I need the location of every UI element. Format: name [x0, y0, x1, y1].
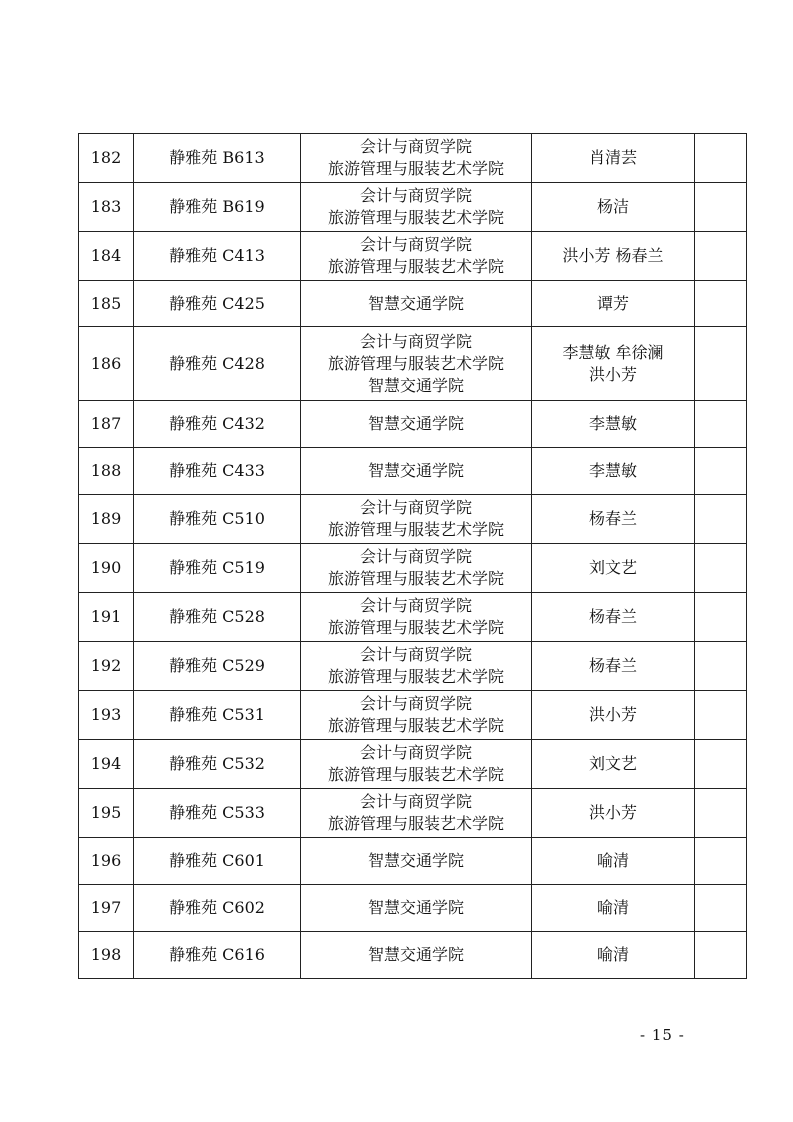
college-name: 会计与商贸学院 [359, 743, 472, 762]
college-cell [301, 932, 532, 979]
remark-cell [695, 642, 747, 691]
person-cell [532, 885, 695, 932]
row-number-cell: 195 [79, 789, 134, 838]
person-cell [532, 448, 695, 495]
college-name: 旅游管理与服装艺术学院 [327, 667, 504, 686]
row-number-cell: 183 [79, 183, 134, 232]
college-name: 智慧交通学院 [367, 293, 464, 313]
table-row [79, 838, 747, 885]
table-row [79, 327, 747, 401]
page-number: - 15 - [640, 1026, 685, 1044]
room-cell: 静雅苑 C519 [134, 544, 301, 593]
person-name: 杨春兰 [588, 656, 637, 675]
room-cell: 静雅苑 C529 [134, 642, 301, 691]
person-name: 喻清 [596, 851, 629, 870]
table-row [79, 401, 747, 448]
college-name: 会计与商贸学院 [359, 547, 472, 566]
college-cell [301, 544, 532, 593]
person-name: 李慧敏 [588, 414, 637, 433]
remark-cell [695, 281, 747, 327]
remark-cell [695, 740, 747, 789]
table-row [79, 495, 747, 544]
row-number-cell: 191 [79, 593, 134, 642]
table-row [79, 691, 747, 740]
college-name: 旅游管理与服装艺术学院 [327, 618, 504, 637]
person-name: 喻清 [596, 898, 629, 917]
room-cell: 静雅苑 C616 [134, 932, 301, 979]
college-name: 智慧交通学院 [367, 461, 464, 480]
table-body [79, 134, 747, 979]
row-number-cell: 185 [79, 281, 134, 327]
remark-cell [695, 789, 747, 838]
college-name: 旅游管理与服装艺术学院 [327, 520, 504, 539]
college-name: 旅游管理与服装艺术学院 [327, 814, 504, 833]
room-cell: 静雅苑 C532 [134, 740, 301, 789]
remark-cell [695, 327, 747, 401]
table-row [79, 448, 747, 495]
person-cell [532, 401, 695, 448]
college-name: 会计与商贸学院 [359, 645, 472, 664]
room-cell: 静雅苑 C425 [134, 281, 301, 327]
college-cell [301, 495, 532, 544]
person-cell [532, 740, 695, 789]
person-name: 李慧敏 [588, 461, 637, 480]
row-number-cell: 198 [79, 932, 134, 979]
college-name: 智慧交通学院 [367, 945, 464, 964]
row-number-cell: 184 [79, 232, 134, 281]
college-cell [301, 642, 532, 691]
college-name: 会计与商贸学院 [359, 186, 472, 205]
college-cell [301, 789, 532, 838]
row-number-cell: 197 [79, 885, 134, 932]
table-row [79, 740, 747, 789]
table-row [79, 593, 747, 642]
college-name: 会计与商贸学院 [359, 498, 472, 517]
college-name: 智慧交通学院 [367, 375, 464, 395]
row-number-cell: 196 [79, 838, 134, 885]
table-row [79, 789, 747, 838]
table-row [79, 885, 747, 932]
college-name: 旅游管理与服装艺术学院 [327, 257, 504, 276]
person-cell [532, 789, 695, 838]
college-cell [301, 838, 532, 885]
row-number-cell: 182 [79, 134, 134, 183]
row-number-cell: 187 [79, 401, 134, 448]
college-name: 旅游管理与服装艺术学院 [327, 569, 504, 588]
college-cell [301, 593, 532, 642]
person-cell [532, 642, 695, 691]
row-number-cell: 189 [79, 495, 134, 544]
person-name: 谭芳 [596, 293, 629, 313]
college-name: 会计与商贸学院 [359, 694, 472, 713]
college-name: 旅游管理与服装艺术学院 [327, 208, 504, 227]
row-number-cell: 186 [79, 327, 134, 401]
room-cell: 静雅苑 B613 [134, 134, 301, 183]
college-cell [301, 327, 532, 401]
person-name: 洪小芳 [588, 705, 637, 724]
remark-cell [695, 885, 747, 932]
room-cell: 静雅苑 C413 [134, 232, 301, 281]
college-name: 智慧交通学院 [367, 851, 464, 870]
remark-cell [695, 134, 747, 183]
person-cell [532, 281, 695, 327]
person-cell [532, 327, 695, 401]
college-name: 会计与商贸学院 [359, 331, 472, 351]
person-cell [532, 232, 695, 281]
remark-cell [695, 932, 747, 979]
row-number-cell: 192 [79, 642, 134, 691]
person-name: 杨春兰 [588, 607, 637, 626]
room-cell: 静雅苑 C533 [134, 789, 301, 838]
college-name: 智慧交通学院 [367, 898, 464, 917]
college-cell [301, 401, 532, 448]
college-name: 智慧交通学院 [367, 414, 464, 433]
room-cell: 静雅苑 C528 [134, 593, 301, 642]
person-cell [532, 134, 695, 183]
room-cell: 静雅苑 C531 [134, 691, 301, 740]
row-number-cell: 193 [79, 691, 134, 740]
person-name: 刘文艺 [588, 558, 637, 577]
remark-cell [695, 183, 747, 232]
person-name: 洪小芳 杨春兰 [562, 246, 664, 265]
table-row [79, 281, 747, 327]
dormitory-table [78, 133, 747, 979]
remark-cell [695, 838, 747, 885]
college-cell [301, 183, 532, 232]
person-cell [532, 183, 695, 232]
college-cell [301, 448, 532, 495]
person-cell [532, 593, 695, 642]
row-number-cell: 190 [79, 544, 134, 593]
room-cell: 静雅苑 C428 [134, 327, 301, 401]
remark-cell [695, 495, 747, 544]
room-cell: 静雅苑 C432 [134, 401, 301, 448]
college-name: 旅游管理与服装艺术学院 [327, 716, 504, 735]
table-row [79, 183, 747, 232]
college-name: 会计与商贸学院 [359, 137, 472, 156]
remark-cell [695, 691, 747, 740]
remark-cell [695, 401, 747, 448]
row-number-cell: 194 [79, 740, 134, 789]
room-cell: 静雅苑 C433 [134, 448, 301, 495]
row-number-cell: 188 [79, 448, 134, 495]
table-row [79, 932, 747, 979]
table-row [79, 134, 747, 183]
college-name: 旅游管理与服装艺术学院 [327, 159, 504, 178]
college-name: 旅游管理与服装艺术学院 [327, 765, 504, 784]
person-name: 肖清芸 [588, 148, 637, 167]
person-cell [532, 495, 695, 544]
remark-cell [695, 448, 747, 495]
room-cell: 静雅苑 B619 [134, 183, 301, 232]
college-cell [301, 740, 532, 789]
person-name: 杨春兰 [588, 509, 637, 528]
person-cell [532, 838, 695, 885]
room-cell: 静雅苑 C602 [134, 885, 301, 932]
remark-cell [695, 232, 747, 281]
college-name: 旅游管理与服装艺术学院 [327, 353, 504, 373]
person-name: 洪小芳 [588, 803, 637, 822]
college-cell [301, 885, 532, 932]
person-cell [532, 544, 695, 593]
person-name: 喻清 [596, 945, 629, 964]
person-name: 洪小芳 [588, 364, 637, 384]
college-name: 会计与商贸学院 [359, 235, 472, 254]
person-name: 刘文艺 [588, 754, 637, 773]
person-name: 杨洁 [596, 197, 629, 216]
table-row [79, 544, 747, 593]
college-name: 会计与商贸学院 [359, 596, 472, 615]
table-row [79, 232, 747, 281]
remark-cell [695, 544, 747, 593]
room-cell: 静雅苑 C601 [134, 838, 301, 885]
person-cell [532, 932, 695, 979]
college-cell [301, 134, 532, 183]
college-name: 会计与商贸学院 [359, 792, 472, 811]
college-cell [301, 281, 532, 327]
remark-cell [695, 593, 747, 642]
room-cell: 静雅苑 C510 [134, 495, 301, 544]
person-cell [532, 691, 695, 740]
table-row [79, 642, 747, 691]
college-cell [301, 232, 532, 281]
college-cell [301, 691, 532, 740]
person-name: 李慧敏 牟徐澜 [562, 342, 664, 362]
